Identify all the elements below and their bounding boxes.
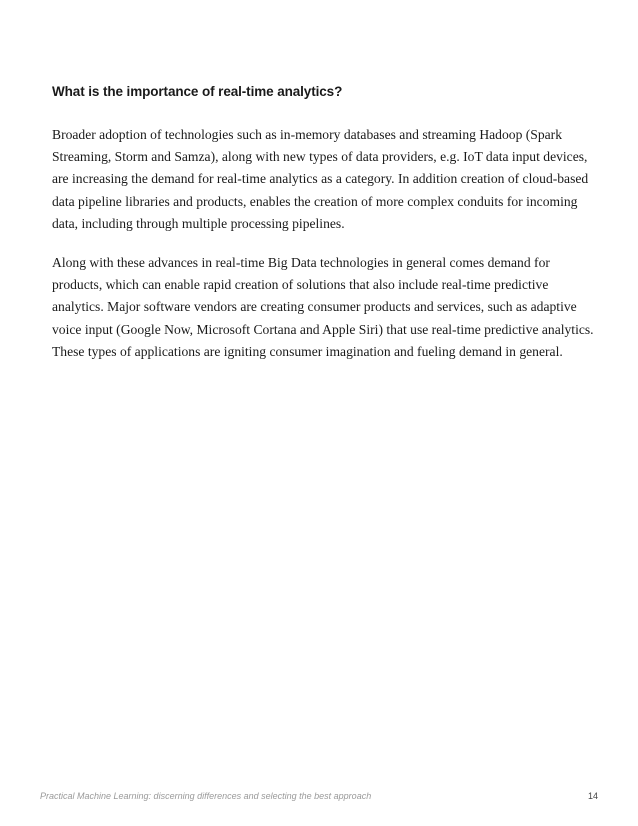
section-heading: What is the importance of real-time analytics? xyxy=(52,84,343,99)
page-footer xyxy=(40,791,598,805)
body-paragraph-1: Broader adoption of technologies such as in-memory databases and streaming Hadoop (Spark Streaming, Storm and Samza), along with new types of data providers, e.g. IoT data input devices, are increasing the demand for real-time analytics as a category. In addition creation of cloud-based data pipeline libraries and products, enables the creation of more complex conduits for incoming data, including through multiple processing pipelines. xyxy=(52,127,589,231)
footer-title: Practical Machine Learning: discerning differences and selecting the best approach xyxy=(40,791,372,801)
body-paragraph-2: Along with these advances in real-time Big Data technologies in general comes demand for products, which can enable rapid creation of solutions that also include real-time predictive analytics. Major software vendors are creating consumer products and services, such as adaptive voice input (Google Now, Microsoft Cortana and Apple Siri) that use real-time predictive analytics. These types of applications are igniting consumer imagination and fueling demand in general. xyxy=(52,255,594,359)
page-number: 14 xyxy=(587,791,598,801)
